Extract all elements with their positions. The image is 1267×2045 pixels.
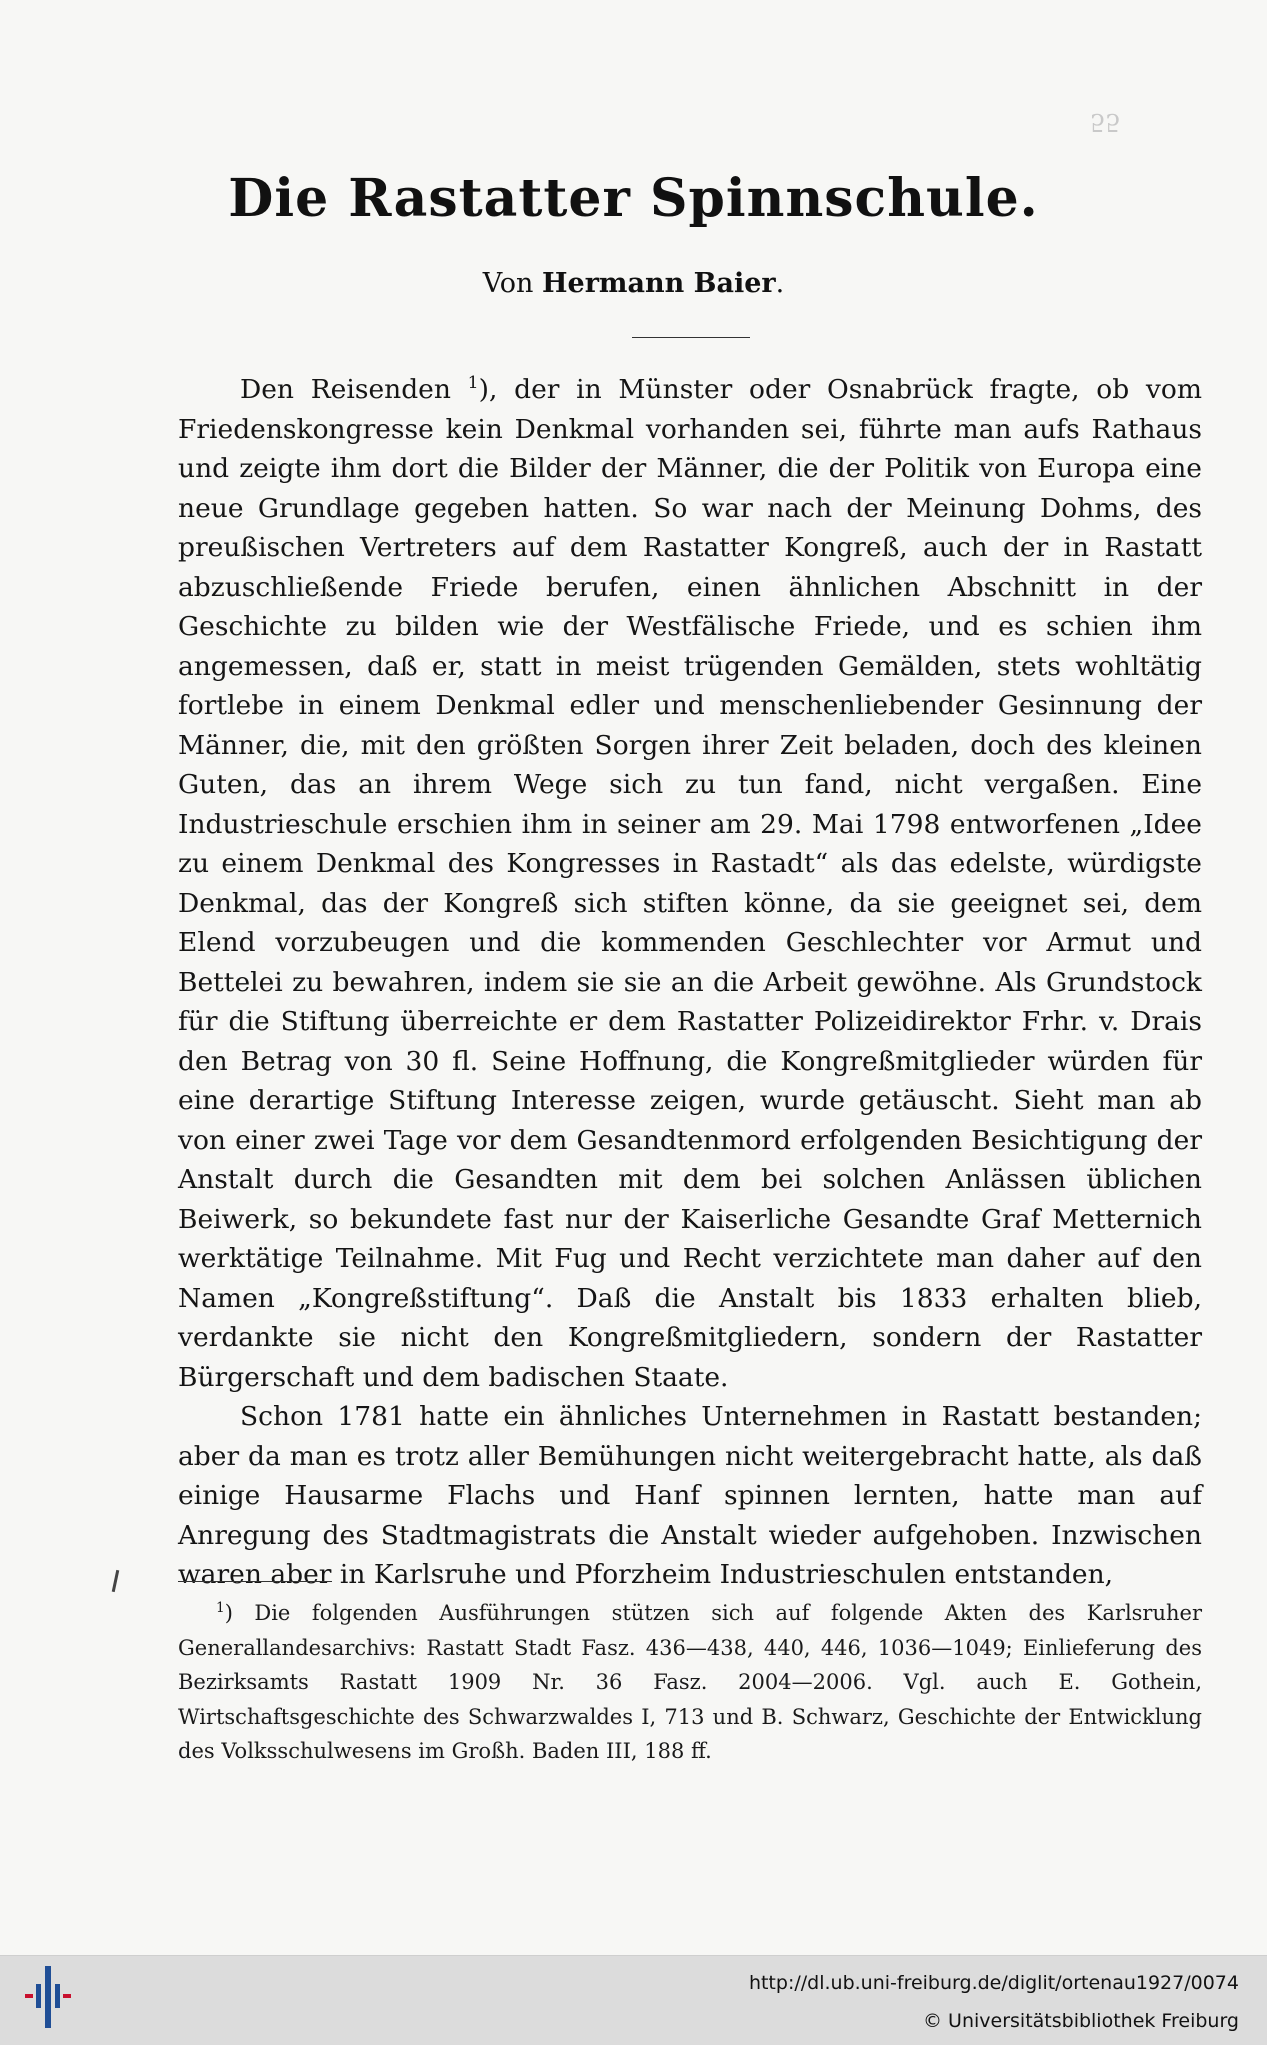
title-rule <box>632 337 750 338</box>
article-body <box>178 370 1202 1595</box>
byline-author: Hermann Baier <box>542 268 776 299</box>
margin-mark <box>112 1570 120 1592</box>
copyright-notice: © Universitätsbibliothek Freiburg <box>923 2010 1239 2032</box>
byline <box>0 268 1267 299</box>
paragraph-2: Schon 1781 hatte ein ähnliches Unternehmen in Rastatt bestanden; aber da man es trotz aller Bemühungen nicht weitergebracht hatte, als daß einige Hausarme Flachs und Hanf spinnen lernten, hatte man auf Anregung des Stadtmagistrats die Anstalt wieder aufgehoben. Inzwischen waren aber in Karlsruhe und Pforzheim Industrieschulen entstanden, <box>178 1401 1202 1590</box>
footnote-marker: 1 <box>216 1600 225 1616</box>
footnote-rule <box>178 1581 332 1582</box>
byline-suffix: . <box>775 268 785 299</box>
page-title: Die Rastatter Spinnschule. <box>228 168 1039 229</box>
footnote <box>178 1596 1202 1769</box>
page-number-bleedthrough: 55 <box>1090 108 1121 136</box>
paragraph-1 <box>178 370 1202 1397</box>
p1-rest: ), der in Münster oder Osnabrück fragte, ob vom Friedenskongresse kein Denkmal vorhanden sei, führte man aufs Rathaus und zeigte ihm dort die Bilder der Männer, die der Politik von Europa eine neue Grundlage gegeben hatten. So war nach der Meinung Dohms, des preußischen Vertreters auf dem Rastatter Kongreß, auch der in Rastatt abzuschließende Friede berufen, einen ähnlichen Abschnitt in der Geschichte zu bilden wie der Westfälische Friede, und es schien ihm angemessen, daß er, statt in meist trügenden Gemälden, stets wohltätig fortlebe in einem Denkmal edler und menschenliebender Gesinnung der Männer, die, mit den größten Sorgen ihrer Zeit beladen, doch des kleinen Guten, das an ihrem Wege sich zu tun fand, nicht vergaßen. Eine Industrieschule erschien ihm in seiner am 29. Mai 1798 entworfenen „Idee zu einem Denkmal des Kongresses in Rastadt“ als das edelste, würdigste Denkmal, das der Kongreß sich stiften könne, da sie geeignet sei, dem Elend vorzubeugen und die kommenden Geschlechter vor Armut und Bettelei zu bewahren, indem sie sie an die Arbeit gewöhne. Als Grundstock für die Stiftung überreichte er dem Rastatter Polizeidirektor Frhr. v. Drais den Betrag von 30 fl. Seine Hoffnung, die Kongreßmitglieder würden für eine derartige Stiftung Interesse zeigen, wurde getäuscht. Sieht man ab von einer zwei Tage vor dem Gesandtenmord erfolgenden Besichtigung der Anstalt durch die Gesandten mit dem bei solchen Anlässen üblichen Beiwerk, so bekundete fast nur der Kaiserliche Gesandte Graf Metternich werktätige Teilnahme. Mit Fug und Recht verzichtete man daher auf den Namen „Kongreßstiftung“. Daß die Anstalt bis 1833 erhalten blieb, verdankte sie nicht den Kongreßmitgliedern, sondern der Rastatter Bürgerschaft und dem badischen Staate. <box>178 374 1202 1393</box>
footnote-paragraph <box>178 1596 1202 1769</box>
p1-lead: Den Reisenden <box>240 374 468 405</box>
footnote-text: ) Die folgenden Ausführungen stützen sich auf folgende Akten des Karlsruher Generallandesarchivs: Rastatt Stadt Fasz. 436—438, 440, 446, 1036—1049; Einlieferung des Bezirksamts Rastatt 1909 Nr. 36 Fasz. 2004—2006. Vgl. auch E. Gothein, Wirtschaftsgeschichte des Schwarzwaldes I, 713 und B. Schwarz, Geschichte der Entwicklung des Volksschulwesens im Großh. Baden III, 188 ff. <box>178 1601 1202 1763</box>
permalink-url[interactable]: http://dl.ub.uni-freiburg.de/diglit/ortenau1927/0074 <box>748 1972 1239 1994</box>
byline-prefix: Von <box>482 268 543 299</box>
ub-freiburg-logo-icon[interactable] <box>14 1956 84 2036</box>
footnote-ref: 1 <box>467 373 479 394</box>
